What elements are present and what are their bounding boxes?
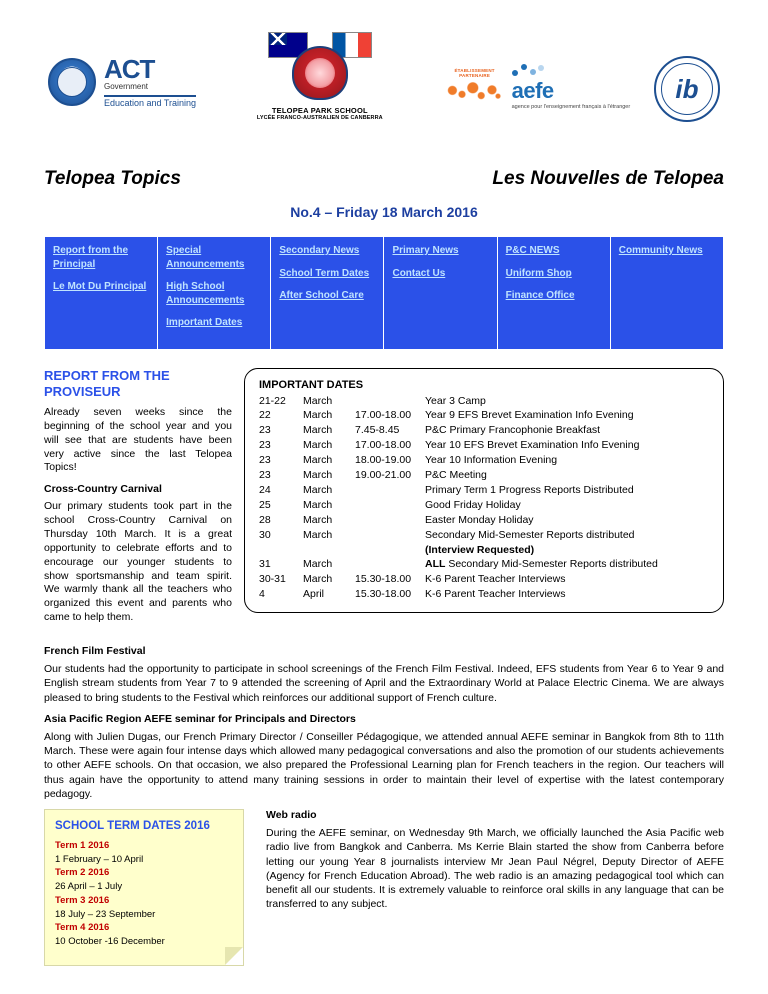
ib-circle-icon xyxy=(654,56,720,122)
term-2 xyxy=(55,866,233,894)
report-column xyxy=(44,368,232,634)
act-logo-text xyxy=(104,56,196,108)
web-radio-body: During the AEFE seminar, on Wednesday 9th March, we officially launched the Asia Pacific web radio live from Bangkok and Canberra. Ms Kerrie Blain started the show from Canberra before letting our young Year 8 journalists interview Mr Jean Paul Négrel, Deputy Director of AEFE (Agency for French Education Abroad). The web radio is an amazing pedagogical tool which can benefit all our students. It is extremely valuable to reinforce oral skills in any language that can be transferred to any subject. xyxy=(266,827,724,911)
nav-column-3 xyxy=(271,237,384,350)
date-event: Good Friday Holiday xyxy=(425,498,521,511)
date-month: March xyxy=(303,573,333,586)
important-date-row xyxy=(259,528,711,543)
nav-link-uniform-shop[interactable]: Uniform Shop xyxy=(505,267,572,279)
important-date-row xyxy=(259,587,711,602)
date-day: 25 xyxy=(259,498,271,511)
article-body-french-film-festival: Our students had the opportunity to participate in school screenings of the French Film Festival. Indeed, EFS students from Year 6 to Year 9 and English stream students from Year 7 to 9 attended the screening of April and the Extraordinary World at Palace Electric Cinema. We are always pleased to bring students to the Festival which reinforces our additional support of French culture. xyxy=(44,663,724,704)
date-event: P&C Primary Francophonie Breakfast xyxy=(425,424,601,437)
date-time: 15.30-18.00 xyxy=(355,573,412,586)
date-time xyxy=(355,483,425,498)
date-time: 19.00-21.00 xyxy=(355,469,412,482)
term-3 xyxy=(55,894,233,922)
page-fold-icon xyxy=(225,947,243,965)
term-4-name: Term 4 2016 xyxy=(55,922,110,934)
aefe-partner-label: ÉTABLISSEMENT PARTENAIRE xyxy=(454,68,495,79)
masthead-title-english: Telopea Topics xyxy=(44,168,181,189)
date-month: March xyxy=(303,558,333,571)
date-event: ALL Secondary Mid-Semester Reports distributed xyxy=(425,558,658,571)
school-crest-logo xyxy=(220,30,420,121)
school-name: TELOPEA PARK SCHOOL xyxy=(271,106,368,115)
date-time xyxy=(355,513,425,528)
nav-link-community-news[interactable]: Community News xyxy=(618,245,703,256)
date-month: March xyxy=(303,483,333,496)
important-date-row xyxy=(259,543,711,558)
date-event: Year 10 Information Evening xyxy=(425,454,558,467)
date-event: K-6 Parent Teacher Interviews xyxy=(425,573,566,586)
date-time xyxy=(355,394,425,409)
report-body: Our primary students took part in the school Cross-Country Carnival on Thursday 10th March. It is a great opportunity to celebrate efforts and to encourage our younger students to show sportsmanship and team spirit. We warmly thank all the teachers who organized this event and parents who came to help them. xyxy=(44,500,232,624)
important-date-row xyxy=(259,423,711,438)
date-event: Easter Monday Holiday xyxy=(425,513,534,526)
date-day: 31 xyxy=(259,558,271,571)
aefe-wordmark xyxy=(512,64,631,111)
nav-link-le-mot-du-principal[interactable]: Le Mot Du Principal xyxy=(53,281,147,292)
aefe-tagline: agence pour l'enseignement français à l'étranger xyxy=(511,104,631,110)
date-time: 17.00-18.00 xyxy=(355,439,412,452)
nav-link-special-announcements[interactable]: Special Announcements xyxy=(166,245,245,270)
term-2-range: 26 April – 1 July xyxy=(55,881,123,893)
important-date-row xyxy=(259,468,711,483)
date-day: 21-22 xyxy=(259,394,286,407)
nav-link-finance-office[interactable]: Finance Office xyxy=(505,290,575,301)
report-intro: Already seven weeks since the beginning of the school year and you will see that are students have been very active since the last Telopea Topics! xyxy=(44,406,232,474)
nav-link-important-dates[interactable]: Important Dates xyxy=(166,317,243,328)
web-radio-heading: Web radio xyxy=(266,809,317,822)
school-crest-icon xyxy=(266,30,374,104)
date-month xyxy=(303,543,355,558)
term-2-name: Term 2 2016 xyxy=(55,867,110,879)
important-date-row xyxy=(259,557,711,572)
date-month: March xyxy=(303,394,333,407)
important-date-row xyxy=(259,498,711,513)
nav-column-1 xyxy=(45,237,158,350)
date-month: March xyxy=(303,454,333,467)
date-month: March xyxy=(303,513,333,526)
logo-row xyxy=(44,22,724,142)
term-3-range: 18 July – 23 September xyxy=(55,908,156,920)
act-government-logo xyxy=(48,56,196,108)
term-4-range: 10 October -16 December xyxy=(55,936,165,948)
important-date-row xyxy=(259,438,711,453)
important-date-row xyxy=(259,408,711,423)
article-heading-aefe-seminar: Asia Pacific Region AEFE seminar for Principals and Directors xyxy=(44,712,356,725)
date-event: P&C Meeting xyxy=(425,469,487,482)
date-day: 30-31 xyxy=(259,573,286,586)
date-time: 15.30-18.00 xyxy=(355,588,412,601)
act-logo-sub: Government xyxy=(104,82,149,92)
issue-line: No.4 – Friday 18 March 2016 xyxy=(290,204,478,220)
important-date-row xyxy=(259,572,711,587)
navigation-table xyxy=(44,236,724,350)
school-name-french: LYCÉE FRANCO-AUSTRALIEN DE CANBERRA xyxy=(256,115,383,121)
date-time: 7.45-8.45 xyxy=(355,424,400,437)
term-1-name: Term 1 2016 xyxy=(55,839,110,851)
important-dates-title: IMPORTANT DATES xyxy=(259,378,364,391)
act-seal-icon xyxy=(48,58,96,106)
masthead xyxy=(44,168,724,190)
world-map-icon xyxy=(444,80,504,106)
act-logo-dept: Education and Training xyxy=(104,97,197,108)
date-day: 23 xyxy=(259,469,271,482)
nav-column-2 xyxy=(158,237,271,350)
date-time xyxy=(355,543,425,558)
act-logo-rule xyxy=(104,95,196,108)
important-date-row xyxy=(259,394,711,409)
nav-column-6 xyxy=(610,237,723,350)
article-heading-french-film-festival: French Film Festival xyxy=(44,645,146,658)
aefe-logo xyxy=(444,64,631,111)
date-day: 24 xyxy=(259,483,271,496)
article-body-aefe-seminar: Along with Julien Dugas, our French Primary Director / Conseiller Pédagogique, we attended annual AEFE seminar in Bangkok from 8th to 11th March. These were again four intense days which allowed many pedagogical conversations and also the promotion of our students achievements to other AEFE schools. On that occasion, we also prepared the Professional Learning plan for French teachers in the region. Our teachers will thus again have the opportunity to attend many training sessions in order to maintain their level of expertise with the latest contemporary pedagogy. xyxy=(44,730,724,800)
date-month: March xyxy=(303,409,333,422)
report-subheading: Cross-Country Carnival xyxy=(44,483,162,496)
report-heading: REPORT FROM THE PROVISEUR xyxy=(44,367,170,399)
date-time: 18.00-19.00 xyxy=(355,454,412,467)
date-month: March xyxy=(303,439,333,452)
important-date-row xyxy=(259,453,711,468)
ib-world-school-logo xyxy=(654,56,720,122)
date-day: 23 xyxy=(259,424,271,437)
content-area xyxy=(44,367,724,948)
important-dates-table xyxy=(259,394,711,603)
nav-link-after-school-care[interactable]: After School Care xyxy=(279,290,364,301)
date-event: K-6 Parent Teacher Interviews xyxy=(425,588,566,601)
date-month: March xyxy=(303,528,333,541)
date-time xyxy=(355,498,425,513)
important-date-row xyxy=(259,483,711,498)
date-day: 30 xyxy=(259,528,271,541)
term-dates-title: SCHOOL TERM DATES 2016 xyxy=(55,820,210,833)
nav-link-school-term-dates[interactable]: School Term Dates xyxy=(279,267,370,279)
date-day: 22 xyxy=(259,409,271,422)
term-4 xyxy=(55,921,233,949)
date-event: (Interview Requested) xyxy=(425,543,535,556)
school-term-dates-note xyxy=(44,809,244,966)
date-event: Year 9 EFS Brevet Examination Info Evening xyxy=(425,409,634,422)
date-day xyxy=(259,543,303,558)
bottom-section xyxy=(44,809,724,948)
articles-flow xyxy=(44,633,724,801)
date-month: March xyxy=(303,498,333,511)
ib-mark: ib xyxy=(675,73,699,104)
important-date-row xyxy=(259,513,711,528)
nav-link-report-from-principal[interactable]: Report from the Principal xyxy=(53,245,128,270)
nav-link-contact-us[interactable]: Contact Us xyxy=(392,267,446,279)
date-day: 23 xyxy=(259,439,271,452)
web-radio-article xyxy=(266,809,724,912)
act-logo-main: ACT xyxy=(104,54,155,84)
date-event: Primary Term 1 Progress Reports Distributed xyxy=(425,483,634,496)
waratah-emblem-icon xyxy=(292,46,348,100)
date-event: Secondary Mid-Semester Reports distributed xyxy=(425,528,635,541)
date-event: Year 10 EFS Brevet Examination Info Evening xyxy=(425,439,640,452)
nav-column-4 xyxy=(384,237,497,350)
important-dates-box xyxy=(244,368,724,614)
nav-link-pc-news[interactable]: P&C NEWS xyxy=(505,245,560,256)
date-time xyxy=(355,557,425,572)
date-time: 17.00-18.00 xyxy=(355,409,412,422)
date-month: April xyxy=(303,588,325,601)
nav-column-5 xyxy=(497,237,610,350)
nav-link-high-school-announcements[interactable]: High School Announcements xyxy=(166,281,245,306)
date-day: 4 xyxy=(259,588,265,601)
date-day: 23 xyxy=(259,454,271,467)
term-1-range: 1 February – 10 April xyxy=(55,853,144,865)
aefe-partner-badge xyxy=(444,68,506,106)
aefe-word: aefe xyxy=(511,78,554,103)
date-time xyxy=(355,528,425,543)
date-month: March xyxy=(303,424,333,437)
term-3-name: Term 3 2016 xyxy=(55,894,110,906)
date-event: Year 3 Camp xyxy=(425,394,486,407)
masthead-title-french: Les Nouvelles de Telopea xyxy=(492,168,724,189)
date-day: 28 xyxy=(259,513,271,526)
nav-link-secondary-news[interactable]: Secondary News xyxy=(279,245,360,256)
term-1 xyxy=(55,839,233,867)
date-month: March xyxy=(303,469,333,482)
nav-link-primary-news[interactable]: Primary News xyxy=(392,245,459,256)
aefe-dots-icon xyxy=(512,64,546,78)
